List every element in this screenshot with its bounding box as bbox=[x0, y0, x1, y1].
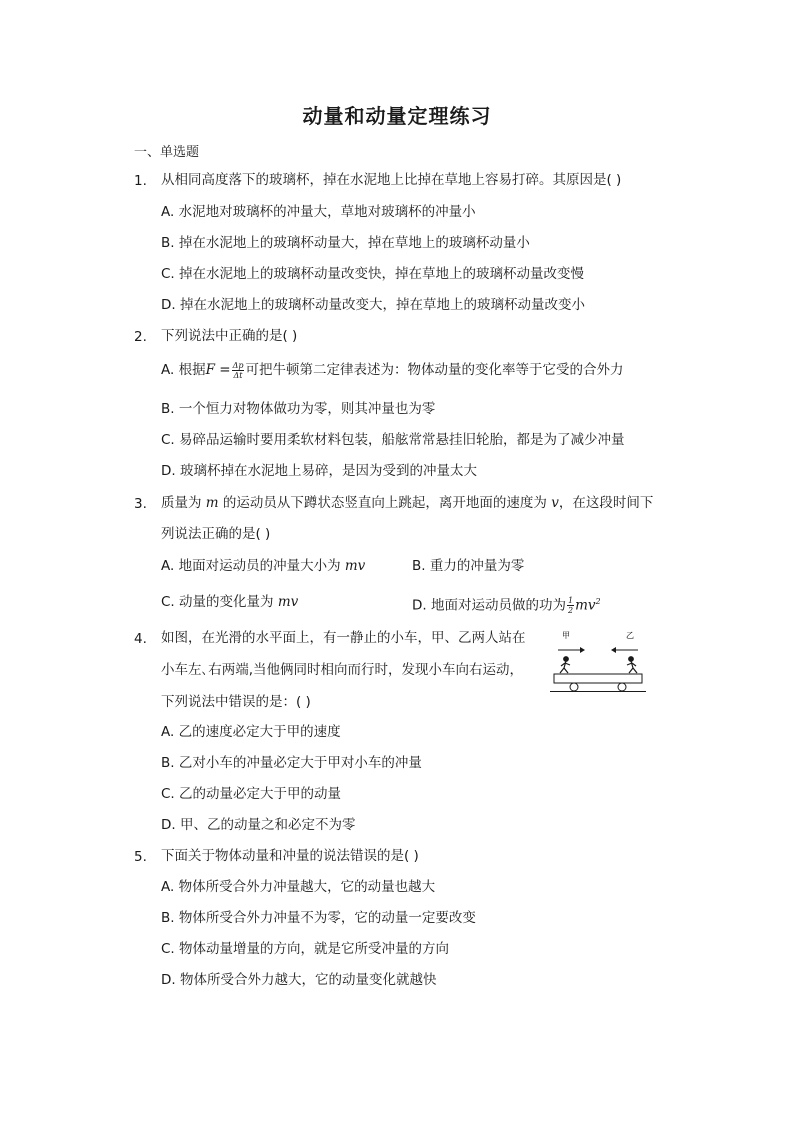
question-2-number: 2. bbox=[134, 329, 147, 345]
question-2-option-c: C. 易碎品运输时要用柔软材料包装，船舷常常悬挂旧轮胎，都是为了减少冲量 bbox=[161, 432, 625, 448]
var-mv: mv bbox=[575, 597, 596, 614]
exponent: 2 bbox=[595, 597, 601, 606]
formula-force: F = bbox=[205, 362, 231, 378]
page-title: 动量和动量定理练习 bbox=[302, 104, 492, 128]
question-4-number: 4. bbox=[134, 631, 147, 647]
stem-text: 的运动员从下蹲状态竖直向上跳起，离开地面的速度为 bbox=[218, 495, 552, 511]
option-a-prefix: A. 根据 bbox=[161, 362, 206, 378]
fraction-denominator: Δt bbox=[233, 370, 243, 380]
question-2-option-b: B. 一个恒力对物体做功为零，则其冲量也为零 bbox=[161, 401, 436, 417]
question-5-option-c: C. 物体动量增量的方向，就是它所受冲量的方向 bbox=[161, 941, 450, 957]
person-right-icon bbox=[627, 657, 637, 673]
cart-body bbox=[554, 674, 642, 683]
question-3-option-b: B. 重力的冲量为零 bbox=[412, 558, 525, 574]
question-4-option-c: C. 乙的动量必定大于甲的动量 bbox=[161, 786, 342, 802]
question-3-option-c bbox=[161, 592, 298, 612]
question-1-option-b: B. 掉在水泥地上的玻璃杯动量大，掉在草地上的玻璃杯动量小 bbox=[161, 235, 530, 251]
question-2-option-a bbox=[161, 360, 623, 380]
question-3-option-a bbox=[161, 556, 365, 576]
question-4-option-a: A. 乙的速度必定大于甲的速度 bbox=[161, 724, 341, 740]
question-1-number: 1. bbox=[134, 173, 147, 189]
arrow-right-icon bbox=[558, 647, 585, 653]
cart-diagram bbox=[548, 628, 648, 698]
question-4-option-d: D. 甲、乙的动量之和必定不为零 bbox=[161, 817, 356, 833]
arrow-left-icon bbox=[611, 647, 638, 653]
stem-text: 质量为 bbox=[161, 495, 206, 511]
var-m: m bbox=[205, 495, 219, 511]
question-1-option-d: D. 掉在水泥地上的玻璃杯动量改变大，掉在草地上的玻璃杯动量改变小 bbox=[161, 297, 585, 313]
var-mv: mv bbox=[344, 558, 366, 574]
question-5-option-d: D. 物体所受合外力越大，它的动量变化就越快 bbox=[161, 972, 437, 988]
question-3-option-d bbox=[412, 592, 601, 616]
question-1-stem: 从相同高度落下的玻璃杯，掉在水泥地上比掉在草地上容易打碎。其原因是( ) bbox=[161, 172, 622, 188]
question-4-stem-line3: 下列说法中错误的是：( ) bbox=[161, 694, 311, 710]
label-jia: 甲 bbox=[562, 631, 570, 640]
section-heading: 一、单选题 bbox=[134, 145, 200, 160]
var-mv: mv bbox=[277, 594, 299, 610]
question-1-option-c: C. 掉在水泥地上的玻璃杯动量改变快，掉在草地上的玻璃杯动量改变慢 bbox=[161, 266, 585, 282]
label-yi: 乙 bbox=[626, 631, 634, 640]
fraction-one-half bbox=[567, 596, 574, 615]
stem-text: ，在这段时间下 bbox=[558, 495, 654, 511]
option-text: D. 地面对运动员做的功为 bbox=[412, 597, 566, 614]
question-5-option-a: A. 物体所受合外力冲量越大，它的动量也越大 bbox=[161, 879, 436, 895]
person-left-icon bbox=[560, 657, 570, 673]
question-4-stem-line1: 如图，在光滑的水平面上，有一静止的小车，甲、乙两人站在 bbox=[161, 630, 526, 646]
question-5-option-b: B. 物体所受合外力冲量不为零，它的动量一定要改变 bbox=[161, 910, 476, 926]
question-3-number: 3. bbox=[134, 496, 147, 512]
question-2-option-d: D. 玻璃杯掉在水泥地上易碎，是因为受到的冲量太大 bbox=[161, 463, 477, 479]
option-text: A. 地面对运动员的冲量大小为 bbox=[161, 558, 345, 574]
cart-wheel-right bbox=[618, 683, 626, 691]
fraction-dp-dt bbox=[232, 361, 245, 380]
option-text: C. 动量的变化量为 bbox=[161, 594, 278, 610]
question-5-stem: 下面关于物体动量和冲量的说法错误的是( ) bbox=[161, 848, 419, 864]
question-4-stem-line2: 小车左､右两端,当他俩同时相向而行时，发现小车向右运动， bbox=[161, 662, 524, 678]
question-4-option-b: B. 乙对小车的冲量必定大于甲对小车的冲量 bbox=[161, 755, 422, 771]
fraction-numerator: 1 bbox=[567, 596, 574, 605]
question-3-stem-line2: 列说法正确的是( ) bbox=[161, 526, 271, 542]
fraction-numerator: Δp bbox=[232, 360, 244, 370]
cart-wheel-left bbox=[570, 683, 578, 691]
fraction-denominator: 2 bbox=[567, 606, 574, 615]
question-3-stem-line1 bbox=[161, 493, 653, 513]
option-a-suffix: 可把牛顿第二定律表述为：物体动量的变化率等于它受的合外力 bbox=[245, 362, 624, 378]
question-1-option-a: A. 水泥地对玻璃杯的冲量大，草地对玻璃杯的冲量小 bbox=[161, 204, 476, 220]
var-v: v bbox=[551, 495, 559, 511]
question-2-stem: 下列说法中正确的是( ) bbox=[161, 328, 298, 344]
question-5-number: 5. bbox=[134, 849, 147, 865]
